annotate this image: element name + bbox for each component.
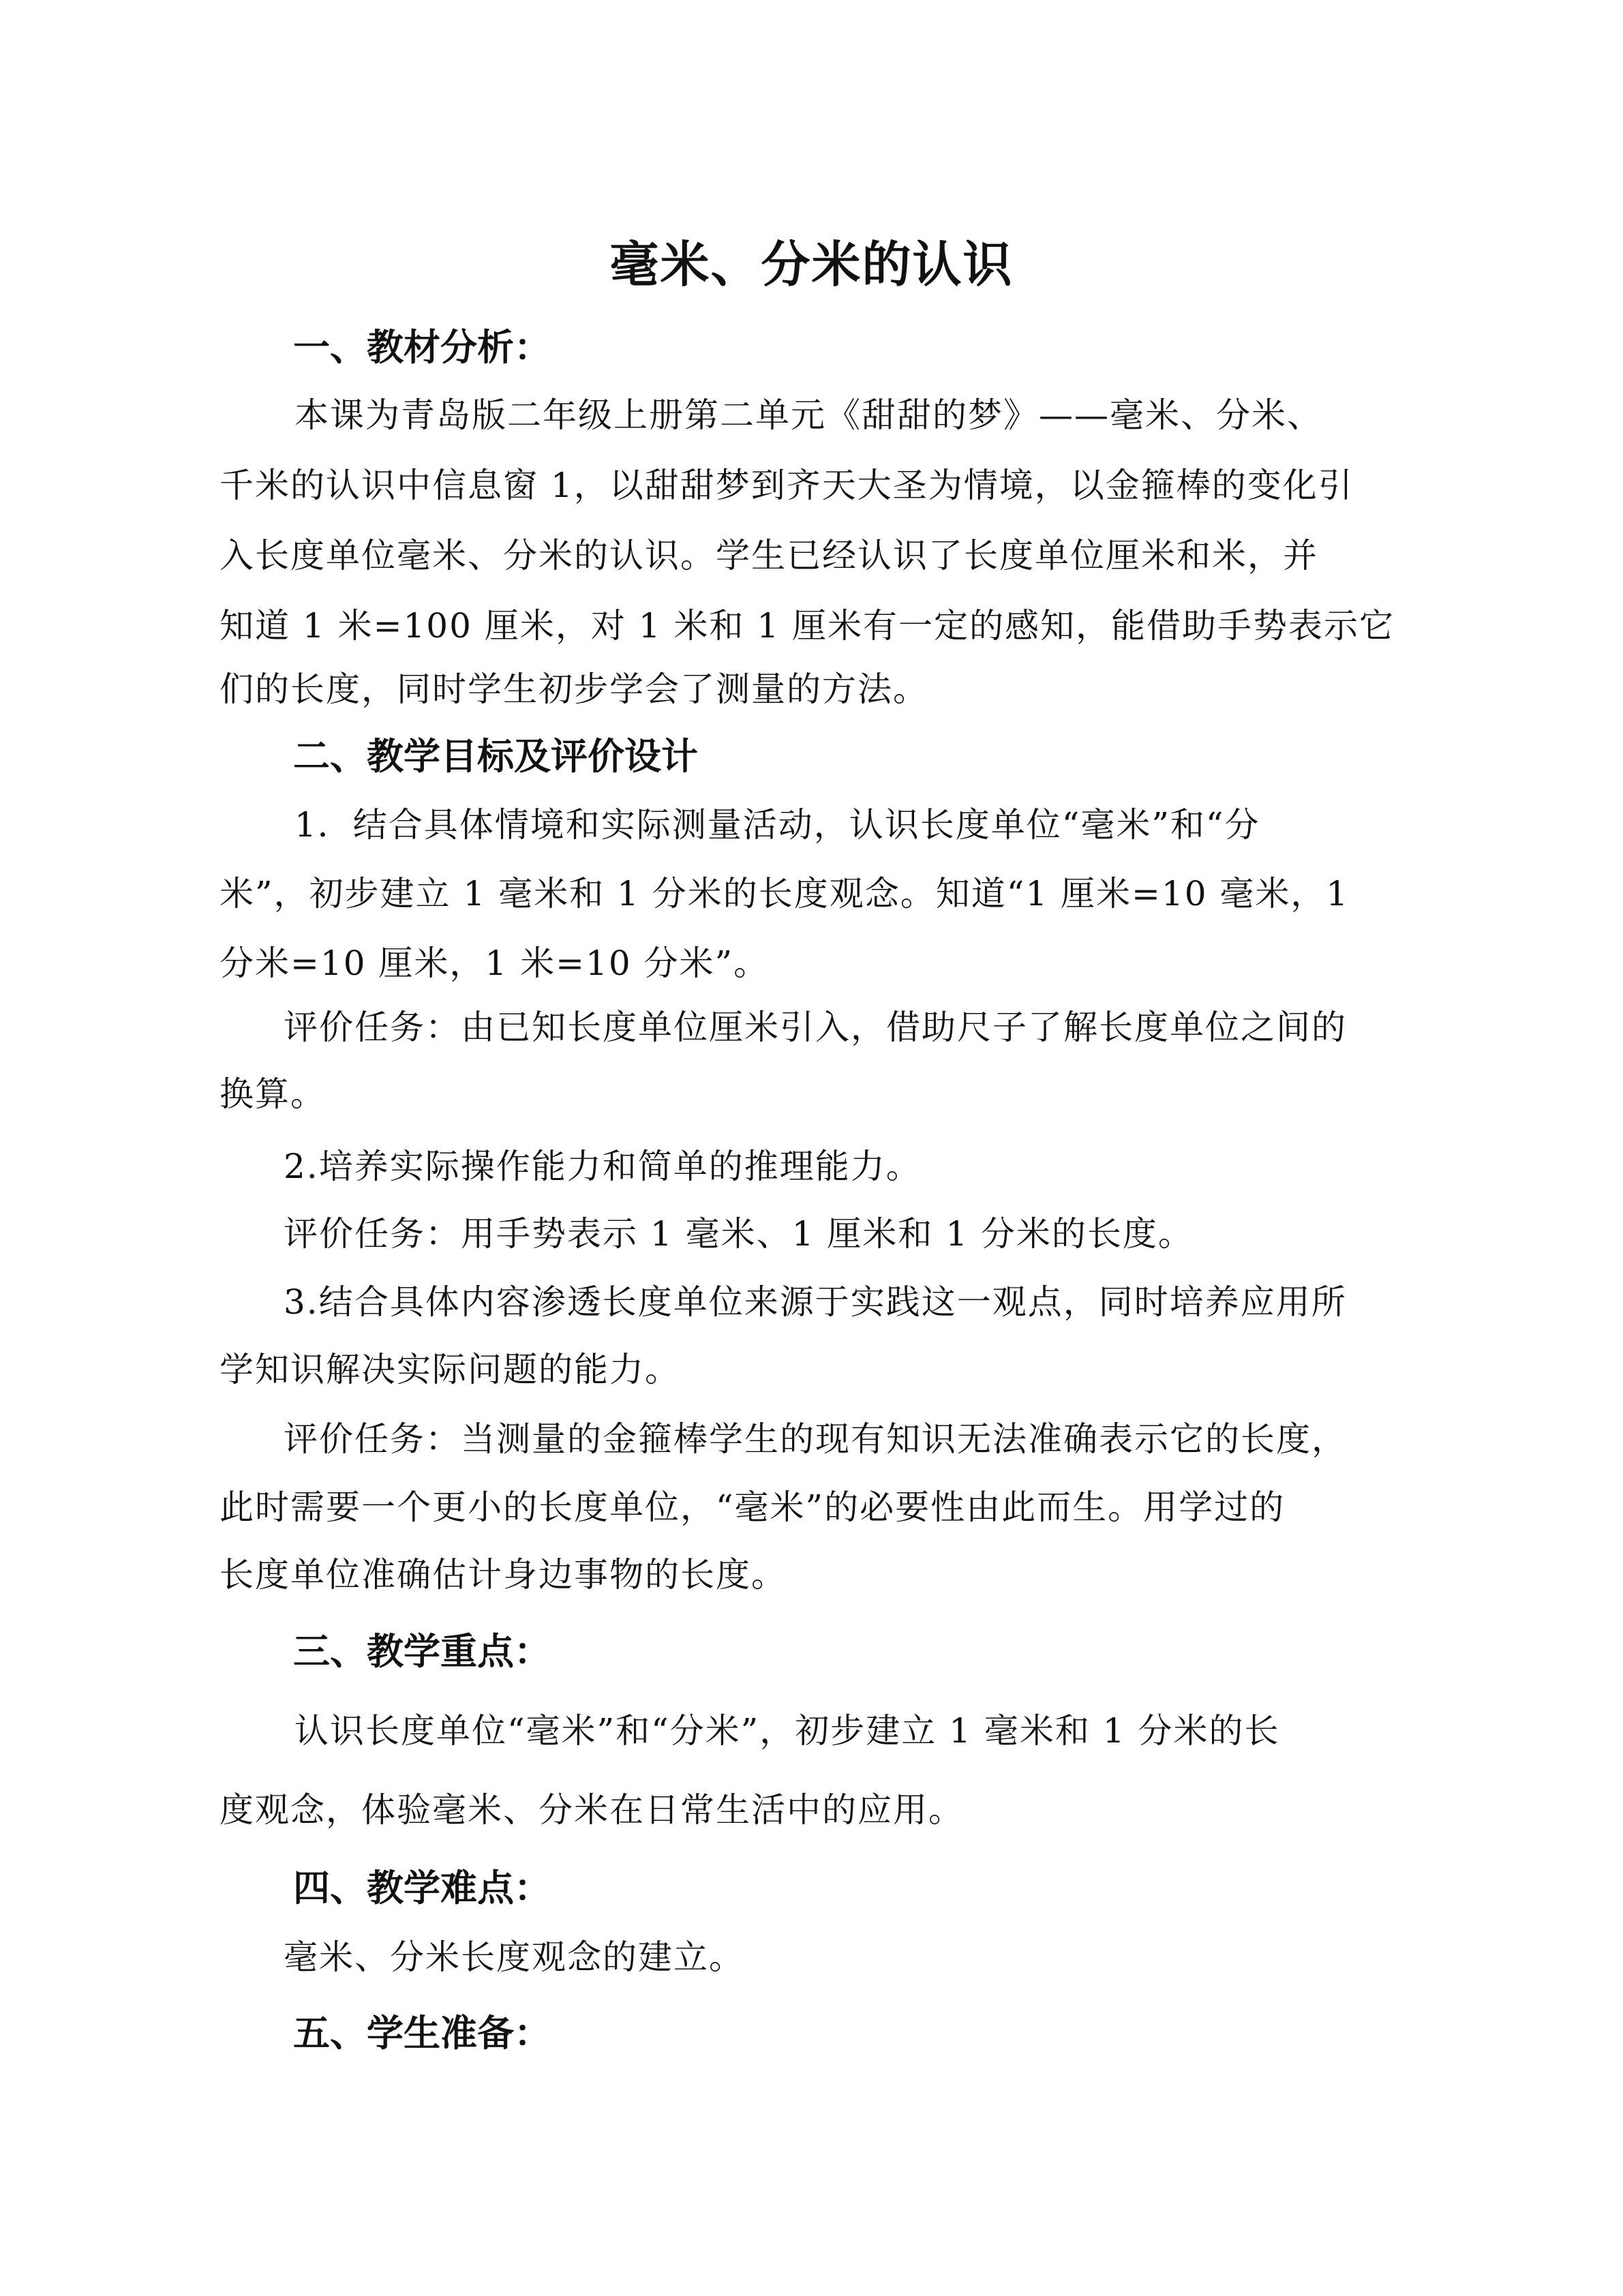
section-heading-difficulties: 四、教学难点： — [293, 1867, 551, 1909]
paragraph-line: 3.结合具体内容渗透长度单位来源于实践这一观点，同时培养应用所 — [284, 1282, 1347, 1322]
paragraph-line: 认识长度单位“毫米”和“分米”，初步建立 1 毫米和 1 分米的长 — [294, 1711, 1280, 1751]
paragraph-line: 本课为青岛版二年级上册第二单元《甜甜的梦》——毫米、分米、 — [294, 395, 1322, 435]
section-heading-objectives: 二、教学目标及评价设计 — [293, 735, 698, 778]
paragraph-line: 1．结合具体情境和实际测量活动，认识长度单位“毫米”和“分 — [294, 805, 1260, 845]
paragraph-line: 度观念，体验毫米、分米在日常生活中的应用。 — [219, 1790, 964, 1830]
section-heading-analysis: 一、教材分析： — [293, 326, 551, 369]
paragraph-line: 此时需要一个更小的长度单位，“毫米”的必要性由此而生。用学过的 — [219, 1487, 1286, 1527]
paragraph-line: 入长度单位毫米、分米的认识。学生已经认识了长度单位厘米和米，并 — [219, 536, 1318, 575]
paragraph-line: 评价任务：用手势表示 1 毫米、1 厘米和 1 分米的长度。 — [284, 1214, 1194, 1254]
paragraph-line: 们的长度，同时学生初步学会了测量的方法。 — [219, 669, 928, 709]
paragraph-line: 2.培养实际操作能力和简单的推理能力。 — [284, 1147, 922, 1186]
paragraph-line: 千米的认识中信息窗 1，以甜甜梦到齐天大圣为情境，以金箍棒的变化引 — [219, 466, 1354, 505]
paragraph-line: 评价任务：由已知长度单位厘米引入，借助尺子了解长度单位之间的 — [284, 1008, 1347, 1047]
section-heading-preparation: 五、学生准备： — [293, 2012, 551, 2055]
paragraph-line: 知道 1 米=100 厘米，对 1 米和 1 厘米有一定的感知，能借助手势表示它 — [219, 606, 1395, 646]
paragraph-line: 米”，初步建立 1 毫米和 1 分米的长度观念。知道“1 厘米=10 毫米，1 — [219, 874, 1350, 913]
paragraph-line: 分米=10 厘米，1 米=10 分米”。 — [219, 943, 770, 983]
paragraph-line: 毫米、分米长度观念的建立。 — [284, 1937, 744, 1977]
paragraph-line: 评价任务：当测量的金箍棒学生的现有知识无法准确表示它的长度， — [284, 1419, 1347, 1459]
paragraph-line: 长度单位准确估计身边事物的长度。 — [219, 1555, 787, 1595]
paragraph-line: 学知识解决实际问题的能力。 — [219, 1350, 680, 1389]
section-heading-key-points: 三、教学重点： — [293, 1630, 551, 1673]
paragraph-line: 换算。 — [219, 1074, 326, 1114]
page-title: 毫米、分米的认识 — [609, 236, 1014, 293]
